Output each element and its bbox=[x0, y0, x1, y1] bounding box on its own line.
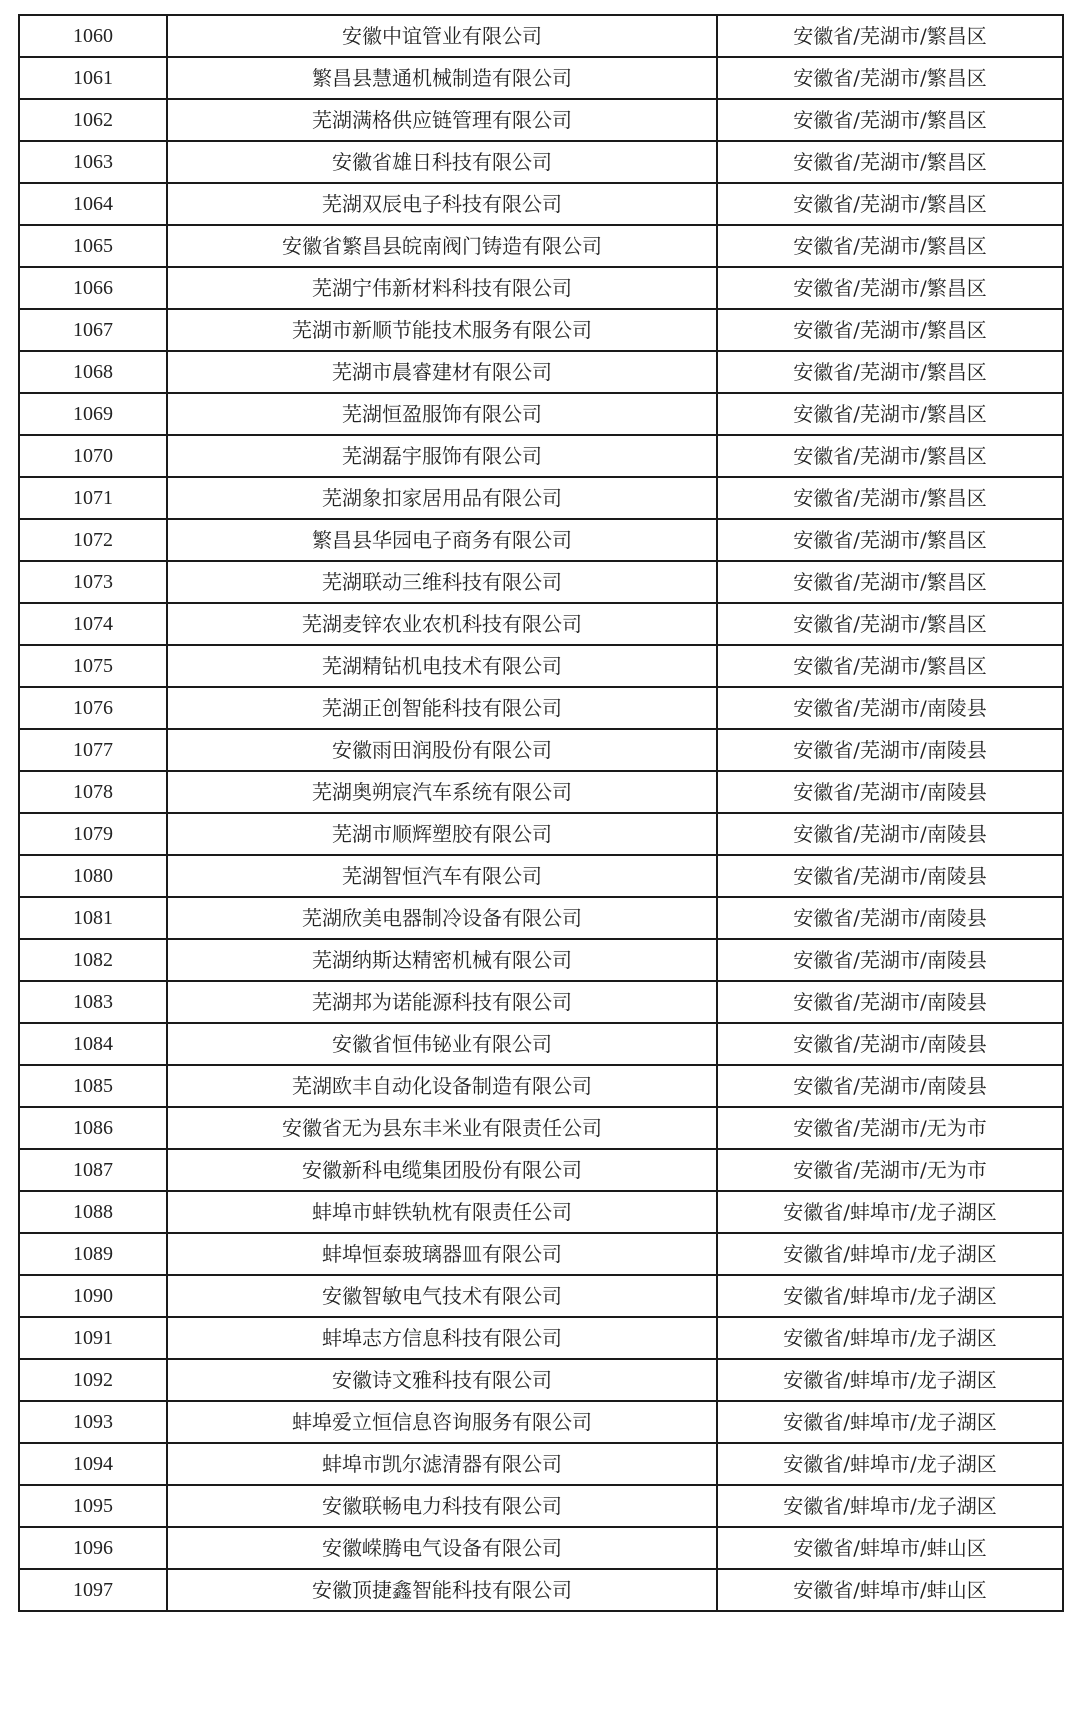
company-name-cell: 安徽联畅电力科技有限公司 bbox=[167, 1485, 717, 1527]
table-row bbox=[19, 1275, 1063, 1317]
table-row bbox=[19, 1359, 1063, 1401]
row-number-cell: 1071 bbox=[19, 477, 167, 519]
region-cell: 安徽省/芜湖市/繁昌区 bbox=[717, 99, 1063, 141]
row-number-cell: 1074 bbox=[19, 603, 167, 645]
company-name-cell: 芜湖正创智能科技有限公司 bbox=[167, 687, 717, 729]
region-cell: 安徽省/蚌埠市/龙子湖区 bbox=[717, 1485, 1063, 1527]
row-number-cell: 1067 bbox=[19, 309, 167, 351]
table-row bbox=[19, 1149, 1063, 1191]
document-page bbox=[18, 14, 1062, 1702]
row-number-cell: 1088 bbox=[19, 1191, 167, 1233]
table-row bbox=[19, 855, 1063, 897]
table-row bbox=[19, 1485, 1063, 1527]
row-number-cell: 1090 bbox=[19, 1275, 167, 1317]
region-cell: 安徽省/芜湖市/繁昌区 bbox=[717, 141, 1063, 183]
row-number-cell: 1089 bbox=[19, 1233, 167, 1275]
region-cell: 安徽省/芜湖市/繁昌区 bbox=[717, 645, 1063, 687]
region-cell: 安徽省/芜湖市/南陵县 bbox=[717, 729, 1063, 771]
company-name-cell: 芜湖欣美电器制冷设备有限公司 bbox=[167, 897, 717, 939]
table-row bbox=[19, 1107, 1063, 1149]
row-number-cell: 1091 bbox=[19, 1317, 167, 1359]
table-row bbox=[19, 99, 1063, 141]
company-name-cell: 芜湖麦锌农业农机科技有限公司 bbox=[167, 603, 717, 645]
table-row bbox=[19, 1401, 1063, 1443]
region-cell: 安徽省/芜湖市/繁昌区 bbox=[717, 393, 1063, 435]
table-row bbox=[19, 1443, 1063, 1485]
region-cell: 安徽省/芜湖市/繁昌区 bbox=[717, 561, 1063, 603]
row-number-cell: 1096 bbox=[19, 1527, 167, 1569]
company-name-cell: 安徽顶捷鑫智能科技有限公司 bbox=[167, 1569, 717, 1611]
table-row bbox=[19, 183, 1063, 225]
row-number-cell: 1083 bbox=[19, 981, 167, 1023]
region-cell: 安徽省/芜湖市/无为市 bbox=[717, 1107, 1063, 1149]
region-cell: 安徽省/芜湖市/繁昌区 bbox=[717, 351, 1063, 393]
row-number-cell: 1094 bbox=[19, 1443, 167, 1485]
row-number-cell: 1061 bbox=[19, 57, 167, 99]
row-number-cell: 1095 bbox=[19, 1485, 167, 1527]
company-name-cell: 芜湖智恒汽车有限公司 bbox=[167, 855, 717, 897]
company-name-cell: 蚌埠市蚌铁轨枕有限责任公司 bbox=[167, 1191, 717, 1233]
table-row bbox=[19, 57, 1063, 99]
table-row bbox=[19, 687, 1063, 729]
table-row bbox=[19, 1527, 1063, 1569]
company-name-cell: 芜湖满格供应链管理有限公司 bbox=[167, 99, 717, 141]
company-name-cell: 芜湖联动三维科技有限公司 bbox=[167, 561, 717, 603]
table-row bbox=[19, 393, 1063, 435]
region-cell: 安徽省/芜湖市/南陵县 bbox=[717, 813, 1063, 855]
region-cell: 安徽省/芜湖市/繁昌区 bbox=[717, 57, 1063, 99]
region-cell: 安徽省/芜湖市/繁昌区 bbox=[717, 309, 1063, 351]
company-name-cell: 安徽中谊管业有限公司 bbox=[167, 15, 717, 57]
region-cell: 安徽省/芜湖市/南陵县 bbox=[717, 1065, 1063, 1107]
row-number-cell: 1072 bbox=[19, 519, 167, 561]
region-cell: 安徽省/芜湖市/南陵县 bbox=[717, 855, 1063, 897]
region-cell: 安徽省/芜湖市/繁昌区 bbox=[717, 183, 1063, 225]
region-cell: 安徽省/蚌埠市/龙子湖区 bbox=[717, 1233, 1063, 1275]
company-name-cell: 安徽省无为县东丰米业有限责任公司 bbox=[167, 1107, 717, 1149]
company-name-cell: 蚌埠志方信息科技有限公司 bbox=[167, 1317, 717, 1359]
table-row bbox=[19, 519, 1063, 561]
company-name-cell: 芜湖邦为诺能源科技有限公司 bbox=[167, 981, 717, 1023]
row-number-cell: 1070 bbox=[19, 435, 167, 477]
company-name-cell: 蚌埠爱立恒信息咨询服务有限公司 bbox=[167, 1401, 717, 1443]
region-cell: 安徽省/芜湖市/繁昌区 bbox=[717, 477, 1063, 519]
company-list-table bbox=[18, 14, 1064, 1612]
row-number-cell: 1082 bbox=[19, 939, 167, 981]
region-cell: 安徽省/芜湖市/南陵县 bbox=[717, 771, 1063, 813]
region-cell: 安徽省/蚌埠市/龙子湖区 bbox=[717, 1359, 1063, 1401]
region-cell: 安徽省/蚌埠市/龙子湖区 bbox=[717, 1443, 1063, 1485]
company-name-cell: 芜湖欧丰自动化设备制造有限公司 bbox=[167, 1065, 717, 1107]
row-number-cell: 1064 bbox=[19, 183, 167, 225]
region-cell: 安徽省/芜湖市/南陵县 bbox=[717, 1023, 1063, 1065]
table-row bbox=[19, 1065, 1063, 1107]
row-number-cell: 1073 bbox=[19, 561, 167, 603]
company-name-cell: 安徽省繁昌县皖南阀门铸造有限公司 bbox=[167, 225, 717, 267]
table-row bbox=[19, 1023, 1063, 1065]
row-number-cell: 1097 bbox=[19, 1569, 167, 1611]
company-name-cell: 芜湖纳斯达精密机械有限公司 bbox=[167, 939, 717, 981]
table-row bbox=[19, 267, 1063, 309]
table-row bbox=[19, 309, 1063, 351]
company-name-cell: 蚌埠恒泰玻璃器皿有限公司 bbox=[167, 1233, 717, 1275]
row-number-cell: 1075 bbox=[19, 645, 167, 687]
region-cell: 安徽省/芜湖市/南陵县 bbox=[717, 897, 1063, 939]
company-name-cell: 繁昌县华园电子商务有限公司 bbox=[167, 519, 717, 561]
region-cell: 安徽省/蚌埠市/蚌山区 bbox=[717, 1527, 1063, 1569]
table-row bbox=[19, 1233, 1063, 1275]
table-row bbox=[19, 435, 1063, 477]
region-cell: 安徽省/芜湖市/繁昌区 bbox=[717, 15, 1063, 57]
row-number-cell: 1079 bbox=[19, 813, 167, 855]
company-name-cell: 安徽新科电缆集团股份有限公司 bbox=[167, 1149, 717, 1191]
row-number-cell: 1087 bbox=[19, 1149, 167, 1191]
region-cell: 安徽省/芜湖市/繁昌区 bbox=[717, 519, 1063, 561]
row-number-cell: 1062 bbox=[19, 99, 167, 141]
region-cell: 安徽省/蚌埠市/龙子湖区 bbox=[717, 1275, 1063, 1317]
table-row bbox=[19, 477, 1063, 519]
table-row bbox=[19, 225, 1063, 267]
row-number-cell: 1078 bbox=[19, 771, 167, 813]
region-cell: 安徽省/蚌埠市/蚌山区 bbox=[717, 1569, 1063, 1611]
company-name-cell: 芜湖双辰电子科技有限公司 bbox=[167, 183, 717, 225]
row-number-cell: 1085 bbox=[19, 1065, 167, 1107]
table-row bbox=[19, 1569, 1063, 1611]
table-row bbox=[19, 1191, 1063, 1233]
region-cell: 安徽省/芜湖市/无为市 bbox=[717, 1149, 1063, 1191]
row-number-cell: 1060 bbox=[19, 15, 167, 57]
row-number-cell: 1069 bbox=[19, 393, 167, 435]
region-cell: 安徽省/芜湖市/南陵县 bbox=[717, 981, 1063, 1023]
table-row bbox=[19, 729, 1063, 771]
company-name-cell: 安徽省雄日科技有限公司 bbox=[167, 141, 717, 183]
row-number-cell: 1065 bbox=[19, 225, 167, 267]
row-number-cell: 1063 bbox=[19, 141, 167, 183]
table-row bbox=[19, 561, 1063, 603]
company-name-cell: 芜湖象扣家居用品有限公司 bbox=[167, 477, 717, 519]
row-number-cell: 1086 bbox=[19, 1107, 167, 1149]
company-name-cell: 安徽智敏电气技术有限公司 bbox=[167, 1275, 717, 1317]
company-name-cell: 安徽嵘腾电气设备有限公司 bbox=[167, 1527, 717, 1569]
table-row bbox=[19, 981, 1063, 1023]
table-row bbox=[19, 141, 1063, 183]
company-name-cell: 繁昌县慧通机械制造有限公司 bbox=[167, 57, 717, 99]
company-name-cell: 芜湖宁伟新材料科技有限公司 bbox=[167, 267, 717, 309]
row-number-cell: 1066 bbox=[19, 267, 167, 309]
row-number-cell: 1093 bbox=[19, 1401, 167, 1443]
company-name-cell: 芜湖市晨睿建材有限公司 bbox=[167, 351, 717, 393]
region-cell: 安徽省/蚌埠市/龙子湖区 bbox=[717, 1191, 1063, 1233]
region-cell: 安徽省/芜湖市/繁昌区 bbox=[717, 225, 1063, 267]
company-name-cell: 芜湖恒盈服饰有限公司 bbox=[167, 393, 717, 435]
table-body bbox=[19, 15, 1063, 1611]
company-name-cell: 蚌埠市凯尔滤清器有限公司 bbox=[167, 1443, 717, 1485]
company-name-cell: 安徽雨田润股份有限公司 bbox=[167, 729, 717, 771]
table-row bbox=[19, 897, 1063, 939]
row-number-cell: 1077 bbox=[19, 729, 167, 771]
table-row bbox=[19, 939, 1063, 981]
row-number-cell: 1092 bbox=[19, 1359, 167, 1401]
company-name-cell: 芜湖市顺辉塑胶有限公司 bbox=[167, 813, 717, 855]
region-cell: 安徽省/芜湖市/繁昌区 bbox=[717, 603, 1063, 645]
table-row bbox=[19, 1317, 1063, 1359]
table-row bbox=[19, 813, 1063, 855]
row-number-cell: 1084 bbox=[19, 1023, 167, 1065]
region-cell: 安徽省/芜湖市/繁昌区 bbox=[717, 267, 1063, 309]
row-number-cell: 1081 bbox=[19, 897, 167, 939]
region-cell: 安徽省/蚌埠市/龙子湖区 bbox=[717, 1401, 1063, 1443]
company-name-cell: 芜湖市新顺节能技术服务有限公司 bbox=[167, 309, 717, 351]
table-row bbox=[19, 645, 1063, 687]
region-cell: 安徽省/芜湖市/南陵县 bbox=[717, 687, 1063, 729]
company-name-cell: 芜湖精钻机电技术有限公司 bbox=[167, 645, 717, 687]
company-name-cell: 芜湖磊宇服饰有限公司 bbox=[167, 435, 717, 477]
row-number-cell: 1068 bbox=[19, 351, 167, 393]
region-cell: 安徽省/芜湖市/繁昌区 bbox=[717, 435, 1063, 477]
table-row bbox=[19, 603, 1063, 645]
company-name-cell: 安徽省恒伟铋业有限公司 bbox=[167, 1023, 717, 1065]
company-name-cell: 安徽诗文雅科技有限公司 bbox=[167, 1359, 717, 1401]
table-row bbox=[19, 351, 1063, 393]
table-row bbox=[19, 15, 1063, 57]
table-row bbox=[19, 771, 1063, 813]
region-cell: 安徽省/蚌埠市/龙子湖区 bbox=[717, 1317, 1063, 1359]
row-number-cell: 1080 bbox=[19, 855, 167, 897]
region-cell: 安徽省/芜湖市/南陵县 bbox=[717, 939, 1063, 981]
company-name-cell: 芜湖奥朔宸汽车系统有限公司 bbox=[167, 771, 717, 813]
row-number-cell: 1076 bbox=[19, 687, 167, 729]
